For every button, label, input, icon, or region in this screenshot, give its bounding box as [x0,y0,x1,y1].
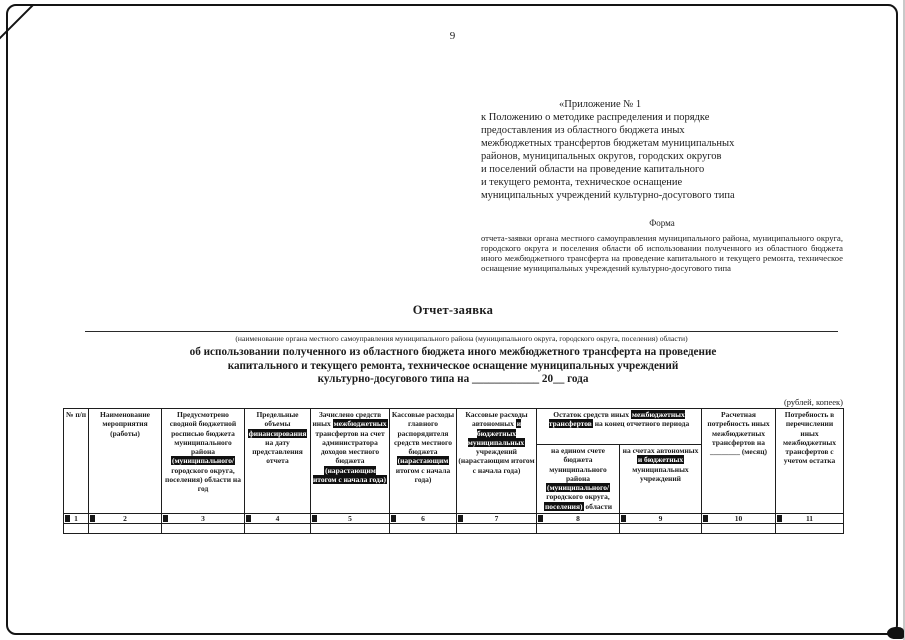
column-header: Предусмотрено сводной бюджетной росписью бюджета муниципального района (муниципального/ городского округа, поселения) области на год [162,409,245,514]
column-number: 10 [702,514,776,524]
column-header: Зачислено средств иных межбюджетных трансфертов на счет администратора доходов местного бюджета (нарастающим итогом с начала года) [311,409,390,514]
column-header: Кассовые расходы автономных и бюджетных муниципальных учреждений (нарастающим итогом с начала года) [457,409,537,514]
appendix-header-block [481,98,843,273]
table-cell [776,524,844,534]
report-subtitle [63,346,843,387]
column-number: 8 [537,514,620,524]
table-cell [245,524,311,534]
table-cell [64,524,89,534]
column-header: Расчетная потребность иных межбюджетных трансфертов на ________ (месяц) [702,409,776,514]
appendix-line: и текущего ремонта, техническое оснащение [481,177,683,188]
column-header: № п/п [64,409,89,514]
column-number: 5 [311,514,390,524]
column-number: 9 [620,514,702,524]
appendix-line: районов, муниципальных округов, городских округов [481,151,722,162]
table-cell [537,524,620,534]
table-cell [89,524,162,534]
table-cell [162,524,245,534]
table-cell [620,524,702,534]
scan-blot-artifact [887,627,904,639]
column-group-header: Остаток средств иных межбюджетных трансфертов на конец отчетного периода [537,409,702,445]
form-label: Форма [649,218,675,228]
column-subheader: на едином счете бюджета муниципального района (муниципального/ городского округа, поселения) области [537,445,620,514]
column-header: Наименование мероприятия (работы) [89,409,162,514]
report-subtitle-line: капитального и текущего ремонта, техническое оснащение муниципальных учреждений [227,359,679,372]
column-number: 1 [64,514,89,524]
column-header: Предельные объемы финансирования на дату представления отчета [245,409,311,514]
table-row [64,524,844,534]
column-number: 7 [457,514,537,524]
table-cell [311,524,390,534]
column-number-row [64,514,844,524]
column-subheader: на счетах автономных и бюджетных муниципальных учреждений [620,445,702,514]
appendix-line: межбюджетных трансфертов бюджетам муниципальных [481,138,735,149]
column-number: 6 [390,514,457,524]
appendix-line: к Положению о методике распределения и порядке [481,112,710,123]
report-table [63,408,844,534]
report-subtitle-line: об использовании полученного из областного бюджета иного межбюджетного трансферта на проведение [189,346,717,358]
report-subtitle-line: культурно-досугового типа на ____________ 20__ года [317,373,589,385]
table-header-row-1 [64,409,844,445]
organization-caption: (наименование органа местного самоуправления муниципального района (муниципального округа, городского округа, поселения) области) [235,334,688,343]
report-title: Отчет-заявка [412,303,494,317]
column-number: 3 [162,514,245,524]
appendix-line: и поселений области на проведение капитального [481,164,705,175]
table-cell [457,524,537,534]
column-header: Кассовые расходы главного распорядителя средств местного бюджета (нарастающим итогом с начала года) [390,409,457,514]
column-number: 11 [776,514,844,524]
organization-fill-in-line [85,331,838,332]
form-description: отчета-заявки органа местного самоуправления муниципального района, муниципального округа, городского округа и поселения области об использовании полученного из областного бюджета иного межбюджетного трансферта на проведение капитального и текущего ремонта, техническое оснащение муниципальных учреждений культурно-досугового типа [481,233,843,273]
appendix-line: предоставления из областного бюджета иных [481,125,685,136]
report-table-container [63,408,844,534]
page-number: 9 [449,30,456,42]
appendix-line: муниципальных учреждений культурно-досугового типа [481,190,735,201]
units-note: (рублей, копеек) [783,397,843,407]
column-number: 2 [89,514,162,524]
table-cell [702,524,776,534]
column-header: Потребность в перечислении иных межбюджетных трансфертов с учетом остатка [776,409,844,514]
column-number: 4 [245,514,311,524]
appendix-title: «Приложение № 1 [559,99,642,110]
table-cell [390,524,457,534]
